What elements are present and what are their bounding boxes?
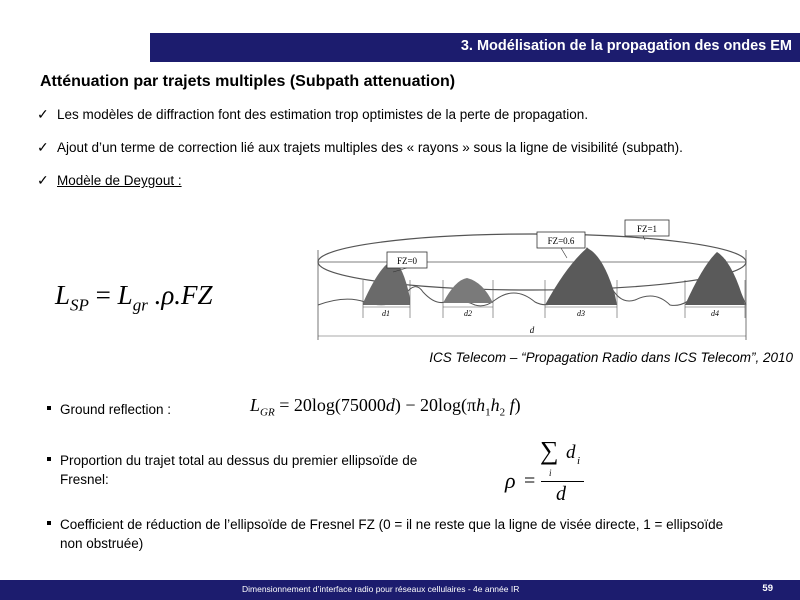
ground-formula (250, 395, 521, 419)
formula-text: = 20log(75000 (274, 395, 386, 415)
bullet-square (47, 521, 51, 525)
label-d: d (529, 325, 535, 335)
formula-symbol: h (476, 395, 486, 415)
fraction-bar (541, 481, 584, 482)
formula-subscript: GR (260, 406, 275, 419)
bullet-text: Coefficient de réduction de l’ellipsoïde de Fresnel FZ (0 = il ne reste que la ligne de visée directe, 1 = ellipsoïde non obstruée) (60, 517, 724, 551)
bullet-proportion (47, 451, 467, 489)
bullet-coefficient (47, 515, 747, 553)
page-number: 59 (762, 583, 773, 594)
check-item-text: Ajout d’un terme de correction lié aux trajets multiples des « rayons » sous la ligne de visibilité (subpath). (57, 140, 683, 155)
slide-subtitle: Atténuation par trajets multiples (Subpath attenuation) (40, 73, 456, 90)
label-d3: d3 (577, 309, 585, 318)
header-bar (150, 33, 800, 62)
formula-symbol: L (250, 395, 261, 415)
check-item-text: Les modèles de diffraction font des estimation trop optimistes de la perte de propagation. (57, 107, 589, 122)
formula-symbol: h (490, 395, 500, 415)
formula-symbol: .ρ.FZ (147, 280, 213, 310)
formula-operator: = (524, 470, 536, 492)
check-item-diffraction (37, 106, 588, 123)
footer-text: Dimensionnement d’interface radio pour réseaux cellulaires - 4e année IR (242, 584, 520, 594)
deygout-diagram (305, 210, 760, 348)
bullet-ground-reflection (47, 400, 227, 419)
formula-symbol: ρ (505, 468, 516, 493)
formula-text: ) (514, 395, 521, 415)
deygout-svg (305, 210, 760, 348)
formula-subscript: gr (132, 295, 148, 315)
formula-subscript: i (577, 455, 581, 467)
formula-symbol: d (385, 395, 395, 415)
check-icon: ✓ (37, 172, 49, 188)
bullet-text: Ground reflection : (60, 402, 172, 417)
formula-symbol: d (566, 442, 576, 463)
label-fz06: FZ=0.6 (547, 236, 575, 246)
check-item-text: Modèle de Deygout : (57, 173, 182, 188)
footer-bar (0, 580, 800, 600)
main-formula (55, 280, 213, 315)
check-icon: ✓ (37, 106, 49, 122)
formula-symbol: f (505, 395, 515, 415)
formula-operator: = (88, 280, 118, 310)
label-fz0: FZ=0 (396, 256, 418, 266)
label-fz1: FZ=1 (636, 224, 658, 234)
formula-subscript: SP (70, 295, 89, 315)
label-d2: d2 (464, 309, 472, 318)
figure-caption: ICS Telecom – “Propagation Radio dans ICS Telecom”, 2010 (429, 350, 793, 365)
bullet-text: Proportion du trajet total au dessus du premier ellipsoïde de Fresnel: (60, 453, 418, 487)
formula-subscript: i (549, 468, 552, 478)
formula-symbol: d (556, 483, 566, 505)
formula-text: ) − 20log(π (394, 395, 477, 415)
check-item-deygout (37, 172, 182, 189)
label-d1: d1 (382, 309, 390, 318)
check-icon: ✓ (37, 139, 49, 155)
label-d4: d4 (711, 309, 719, 318)
formula-symbol: L (117, 280, 133, 310)
bullet-square (47, 457, 51, 461)
check-item-correction (37, 139, 683, 156)
formula-symbol: L (55, 280, 71, 310)
formula-subscript: 1 (485, 406, 491, 419)
section-title: 3. Modélisation de la propagation des ondes EM (460, 38, 792, 54)
bullet-square (47, 406, 51, 410)
formula-subscript: 2 (499, 406, 506, 419)
sum-symbol: ∑ (540, 436, 559, 465)
